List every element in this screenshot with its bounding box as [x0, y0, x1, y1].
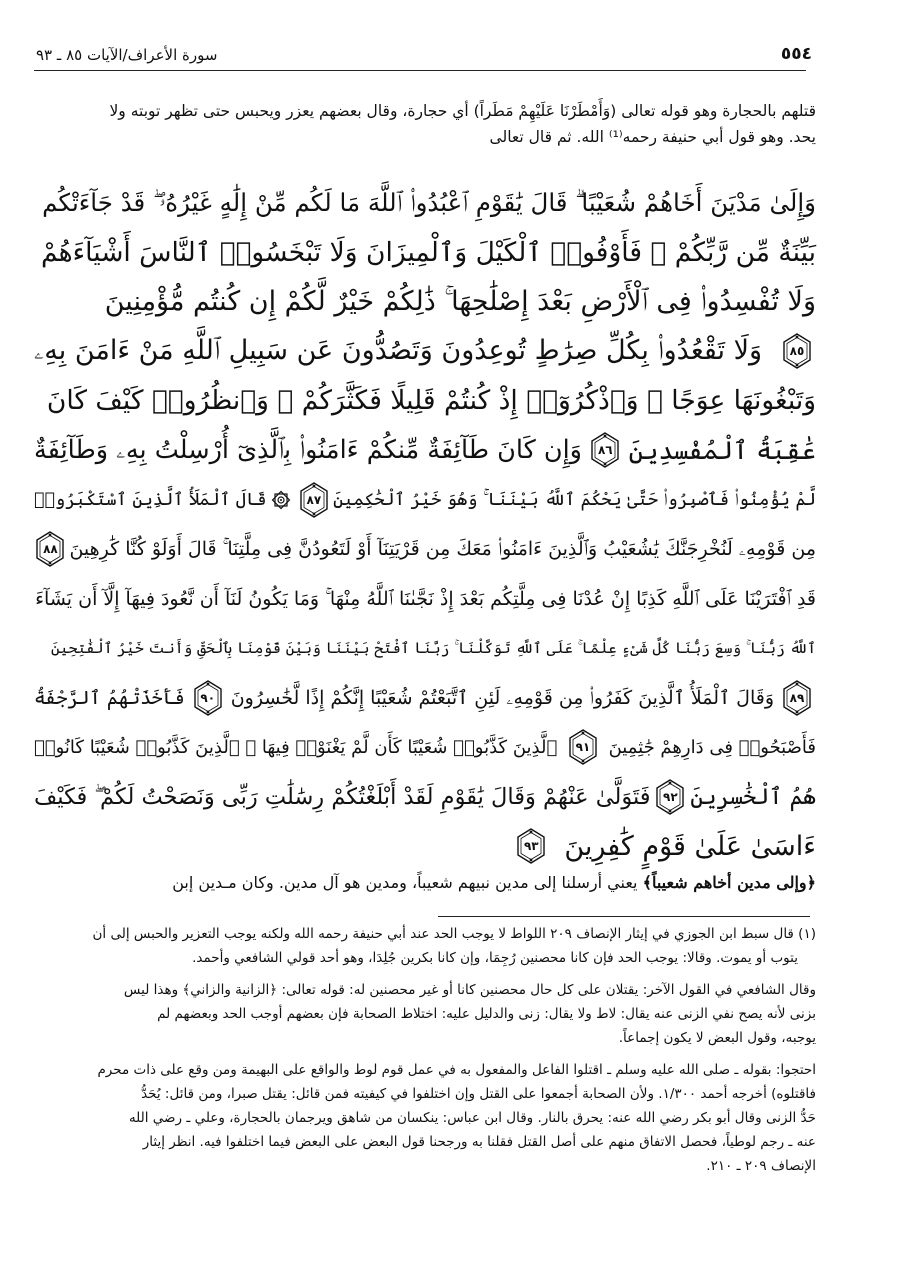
footnote-line: فاقتلوه) أخرجه أحمد ١/٣٠٠. ولأن الصحابة أجمعوا على القتل وإن اختلفوا في كيفيته فمن قائل: يقتل صبرا، ومن قائل: يُحَدُّ [141, 1086, 816, 1102]
verse-text: فَأَخَذَتْهُمُ ٱلرَّجْفَةُ [34, 686, 185, 709]
ayah-number: ٨٦ [597, 443, 613, 458]
verse-text: وَإِلَىٰ مَدْيَنَ أَخَاهُمْ شُعَيْبًا ۗ قَالَ يَٰقَوْمِ ٱعْبُدُوا۟ ٱللَّهَ مَا لَكُم مِّنْ إِلَٰهٍ غَيْرُهُۥ ۖ قَدْ جَآءَتْكُم [42, 188, 816, 218]
intro-commentary [34, 98, 816, 150]
quran-line [34, 624, 816, 674]
verse-text: وَتَبْغُونَهَا عِوَجًا ۚ وَٱذْكُرُوٓا۟ إِذْ كُنتُمْ قَلِيلًا فَكَثَّرَكُمْ ۖ وَٱنظُرُوا۟ كَيْفَ كَانَ [46, 385, 816, 417]
verse-text: قَدِ ٱفْتَرَيْنَا عَلَى ٱللَّهِ كَذِبًا إِنْ عُدْنَا فِى مِلَّتِكُم بَعْدَ إِذْ نَجَّىٰنَا ٱللَّهُ مِنْهَا ۚ وَمَا يَكُونُ لَنَآ أَن نَّعُودَ فِيهَآ إِلَّآ أَن يَشَآءَ [35, 587, 816, 610]
quran-line [34, 673, 816, 723]
footnote-paragraph [34, 922, 816, 970]
ayah-number: ٨٧ [306, 492, 322, 507]
footnotes [34, 922, 816, 1186]
quran-line [34, 327, 816, 377]
verse-text: وَإِن كَانَ طَآئِفَةٌ مِّنكُمْ ءَامَنُوا۟ بِٱلَّذِىٓ أُرْسِلْتُ بِهِۦ وَطَآئِفَةٌ [34, 434, 582, 465]
surah-verse-range: سورة الأعراف/الآيات ٨٥ ـ ٩٣ [36, 46, 218, 64]
footnote-line: بزنى لأنه يصح نفي الزنى عنه يقال: لاط ولا يقال: زنى والدليل عليه: اختلاط الصحابة فإن بعضهم أوجب الحد وبعضهم لم [157, 1006, 816, 1022]
footnote-paragraph [34, 978, 816, 1050]
verse-text: فَأَصْبَحُوا۟ فِى دَارِهِمْ جَٰثِمِينَ [608, 736, 816, 758]
ayah-number: ٨٩ [789, 690, 805, 705]
ayah-separator [189, 680, 227, 716]
tafsir-text: يعني أرسلنا إلى مدين نبيهم شعيباً، ومدين هو آل مدين. وكان مـدين إبن [172, 873, 643, 892]
ayah-number-marker [655, 779, 685, 815]
footnote-line: احتجوا: بقوله ـ صلى الله عليه وسلم ـ اقتلوا الفاعل والمفعول به في عمل قوم لوط والواقع على البهيمة ومن وقع على ذات محرم [97, 1062, 816, 1078]
intro-line: يحد. وهو قول أبي حنيفة رحمه⁽¹⁾ الله. ثم قال تعالى [489, 128, 816, 146]
ayah-number: ٨٥ [789, 344, 805, 359]
quran-line [34, 772, 816, 822]
quran-text-block [34, 178, 816, 871]
ayah-number: ٩٢ [663, 789, 678, 804]
quran-line [34, 475, 816, 525]
ayah-number: ٩١ [575, 740, 591, 755]
quran-line [34, 426, 816, 476]
intro-line: قتلهم بالحجارة وهو قوله تعالى (وَأَمْطَرْنَا عَلَيْهِمْ مَطَراً) أي حجارة، وقال بعضهم يعزر ويحبس حتى تظهر توبته ولا [109, 102, 816, 120]
ayah-number-marker [782, 680, 812, 716]
verse-text: وَلَا تُفْسِدُوا۟ فِى ٱلْأَرْضِ بَعْدَ إِصْلَٰحِهَا ۚ ذَٰلِكُمْ خَيْرٌ لَّكُمْ إِن كُنتُم مُّؤْمِنِينَ [104, 285, 816, 317]
footnote-line: الإنصاف ٢٠٩ ـ ٢١٠. [706, 1158, 816, 1174]
verse-text: فَتَوَلَّىٰ عَنْهُمْ وَقَالَ يَٰقَوْمِ لَقَدْ أَبْلَغْتُكُمْ رِسَٰلَٰتِ رَبِّى وَنَصَحْتُ لَكُمْ ۖ فَكَيْفَ [34, 783, 651, 810]
quran-line [34, 376, 816, 426]
rub-el-hizb-icon [271, 490, 291, 510]
verse-text: قَالَ ٱلْمَلَأُ ٱلَّذِينَ ٱسْتَكْبَرُوا۟ [34, 489, 267, 510]
page-number: ٥٥٤ [780, 44, 812, 64]
ayah-number-marker [590, 432, 620, 468]
ayah-number-marker [35, 531, 65, 567]
ayah-separator [267, 482, 333, 518]
ayah-separator [651, 779, 689, 815]
quran-line [34, 723, 816, 773]
quran-line [34, 822, 816, 872]
ayah-separator [564, 729, 602, 765]
ayah-number: ٩٠ [200, 690, 216, 705]
ayah-separator [586, 432, 624, 468]
ayah-number-marker [516, 828, 546, 864]
quran-line [34, 178, 816, 228]
verse-text: وَلَا تَقْعُدُوا۟ بِكُلِّ صِرَٰطٍ تُوعِدُونَ وَتَصُدُّونَ عَن سَبِيلِ ٱللَّهِ مَنْ ءَامَنَ بِهِۦ [34, 335, 763, 367]
ayah-number: ٩٣ [523, 839, 539, 854]
quran-line [34, 277, 816, 327]
footnote-line: يوجبه، وقول البعض لا يكون إجماعاً. [618, 1030, 816, 1046]
ayah-number-marker [299, 482, 329, 518]
ayah-number-marker [193, 680, 223, 716]
verse-text: عَٰقِبَةُ ٱلْمُفْسِدِينَ [628, 435, 816, 466]
verse-text: مِن قَوْمِهِۦ لَنُخْرِجَنَّكَ يَٰشُعَيْبُ وَٱلَّذِينَ ءَامَنُوا۟ مَعَكَ مِن قَرْيَتِنَآ أَوْ لَتَعُودُنَّ فِى مِلَّتِنَا ۚ قَالَ أَوَلَوْ كُنَّا كَٰرِهِينَ [69, 538, 816, 561]
footnote-line: عنه ـ رجم لوطياً، فحصل الاتفاق منهم على أصل القتل فقلنا به ورجحنا قول البعض على البعض فيما اختلفوا فيه. انظر إيثار [142, 1134, 816, 1150]
verse-text: وَقَالَ ٱلْمَلَأُ ٱلَّذِينَ كَفَرُوا۟ مِن قَوْمِهِۦ لَئِنِ ٱتَّبَعْتُمْ شُعَيْبًا إِنَّكُمْ إِذًا لَّخَٰسِرُونَ [230, 686, 775, 709]
verse-text: ٱلَّذِينَ كَذَّبُوا۟ شُعَيْبًا كَأَن لَّمْ يَغْنَوْا۟ فِيهَا ۚ ٱلَّذِينَ كَذَّبُوا۟ شُعَيْبًا كَانُوا۟ [34, 736, 558, 758]
verse-text: ءَاسَىٰ عَلَىٰ قَوْمٍ كَٰفِرِينَ [564, 830, 816, 862]
quran-line [34, 228, 816, 278]
header-divider [34, 70, 806, 71]
ayah-number: ٨٨ [43, 542, 58, 557]
ayah-number-marker [568, 729, 598, 765]
tafsir-paragraph [34, 870, 816, 896]
verse-text: ٱللَّهُ رَبُّنَا ۚ وَسِعَ رَبُّنَا كُلَّ شَىْءٍ عِلْمًا ۚ عَلَى ٱللَّهِ تَوَكَّلْنَا ۚ رَبَّنَا ٱفْتَحْ بَيْنَنَا وَبَيْنَ قَوْمِنَا بِٱلْحَقِّ وَأَنتَ خَيْرُ ٱلْفَٰتِحِينَ [50, 639, 816, 658]
verse-quote: ﴿وإلى مدين أخاهم شعيباً﴾ [642, 873, 816, 892]
footnote-line: يتوب أو يموت. وقالا: يوجب الحد فإن كانا محصنين رُجِمَا، وإن كانا بكرين جُلِدَا، وهو أحد قولي الشافعي وأحمد. [192, 950, 798, 966]
footnote-divider [438, 916, 810, 917]
book-page [34, 0, 816, 1269]
quran-line [34, 574, 816, 624]
verse-text: بَيِّنَةٌ مِّن رَّبِّكُمْ ۖ فَأَوْفُوا۟ ٱلْكَيْلَ وَٱلْمِيزَانَ وَلَا تَبْخَسُوا۟ ٱلنَّاسَ أَشْيَآءَهُمْ [41, 236, 816, 268]
ayah-number-marker [782, 333, 812, 369]
footnote-line: (١) قال سبط ابن الجوزي في إيثار الإنصاف ٢٠٩ اللواط لا يوجب الحد عند أبي حنيفة رحمه الله ولكنه يوجب التعزير والحبس إلى أن [92, 926, 816, 942]
verse-text: هُمُ ٱلْخَٰسِرِينَ [690, 783, 816, 810]
footnote-paragraph [34, 1058, 816, 1178]
footnote-line: حَدُّ الزنى وقال أبو بكر رضي الله عنه: يحرق بالنار. وقال ابن عباس: ينكسان من شاهق ويرجمان بالحجارة، وعلي ـ رضي الله [128, 1110, 816, 1126]
footnote-line: وقال الشافعي في القول الآخر: يقتلان على كل حال محصنين كانا أو غير محصنين له: قوله تعالى: ﴿الزانية والزاني﴾ وهذا ليس [123, 982, 816, 998]
verse-text: لَّمْ يُؤْمِنُوا۟ فَٱصْبِرُوا۟ حَتَّىٰ يَحْكُمَ ٱللَّهُ بَيْنَنَا ۚ وَهُوَ خَيْرُ ٱلْحَٰكِمِينَ [333, 489, 816, 510]
quran-line [34, 525, 816, 575]
running-header [34, 40, 816, 64]
